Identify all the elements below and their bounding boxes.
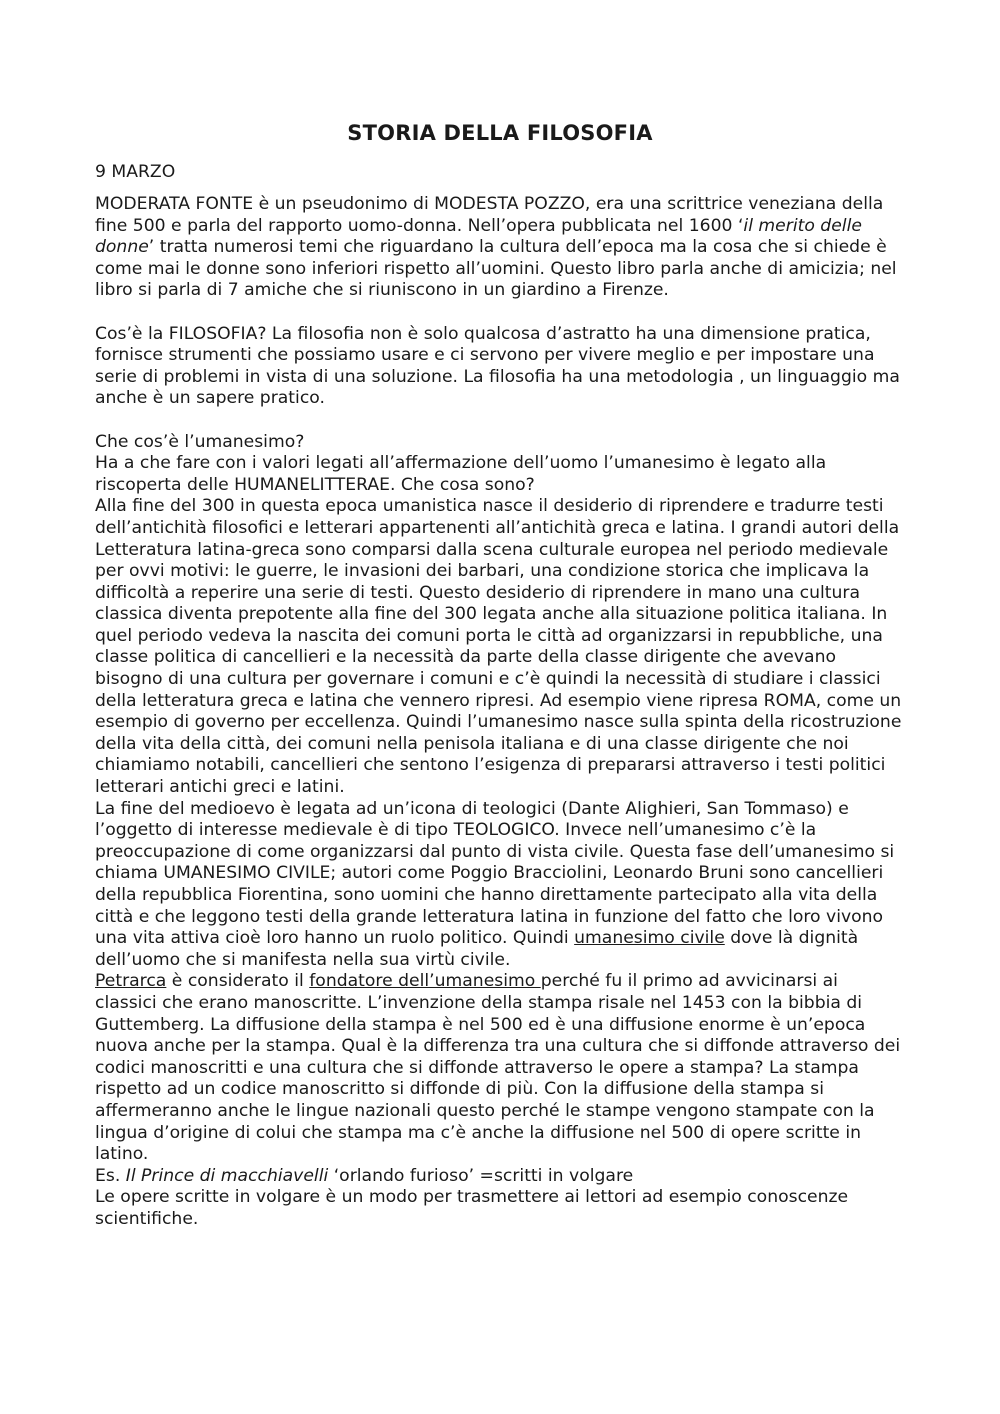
underlined-term: umanesimo civile xyxy=(574,928,725,949)
text-span: ‘orlando furioso’ =scritti in volgare xyxy=(328,1165,634,1186)
text-span: dove là dignità dell’uomo che si manifesta nella sua virtù civile. xyxy=(95,928,859,970)
text-span: La fine del medioevo è legata ad un’icona di teologici (Dante Alighieri, San Tommaso) e l’oggetto di interesse medievale è di tipo TEOLOGICO. Invece nell’umanesimo c’è la preoccupazione di come organizzarsi dal punto di vista civile. Questa fase dell’umanesimo si chiama UMANESIMO CIVILE; autori come Poggio Bracciolini, Leonardo Bruni sono cancellieri della repubblica Fiorentina, sono uomini che hanno direttamente partecipato alla vita della città e che leggono testi della grande letteratura latina in funzione del fatto che loro vivono una vita attiva cioè loro hanno un ruolo politico. Quindi xyxy=(95,798,895,949)
paragraph-moderata-fonte xyxy=(95,194,905,302)
paragraph-humanae-litterae: Ha a che fare con i valori legati all’affermazione dell’uomo l’umanesimo è legato alla riscoperta delle HUMANELITTERAE. Che cosa sono? xyxy=(95,453,827,495)
paragraph-gap xyxy=(95,410,905,432)
document-page xyxy=(95,118,905,1231)
text-span: perché fu il primo ad avvicinarsi ai classici che erano manoscritte. L’invenzione della stampa risale nel 1453 con la bibbia di Guttemberg. La diffusione della stampa è nel 500 ed è una diffusione enorme è un’epoca nuova anche per la stampa. Qual è la differenza tra una cultura che si diffonde attraverso dei codici manoscritti e una cultura che si diffonde attraverso le opere a stampa? La stampa rispetto ad un codice manoscritto si diffonde di più. Con la diffusione della stampa si affermeranno anche le lingue nazionali questo perché le stampe vengono stampate con la lingua d’origine di colui che stampa ma c’è anche la diffusione nel 500 di opere scritte in latino. xyxy=(95,971,901,1165)
underlined-term: fondatore dell’umanesimo xyxy=(309,971,541,992)
paragraph-esempio xyxy=(95,1166,905,1188)
document-date: 9 MARZO xyxy=(95,162,176,182)
paragraph-gap xyxy=(95,302,905,324)
text-span: MODERATA FONTE è un pseudonimo di MODESTA POZZO, era una scrittrice veneziana della fine 500 e parla del rapporto uomo-donna. Nell’opera pubblicata nel 1600 ‘ xyxy=(95,194,884,236)
paragraph-volgare: Le opere scritte in volgare è un modo per trasmettere ai lettori ad esempio conoscenze scientifiche. xyxy=(95,1187,849,1229)
text-span: Es. xyxy=(95,1165,126,1186)
document-title: STORIA DELLA FILOSOFIA xyxy=(347,121,653,145)
text-span: è considerato il xyxy=(166,971,310,992)
paragraph-umanesimo-civile xyxy=(95,799,905,972)
italic-title: Il Prince di macchiavelli xyxy=(125,1165,329,1186)
italic-title: il merito delle donne xyxy=(95,215,862,258)
text-span: ’ tratta numerosi temi che riguardano la cultura dell’epoca ma la cosa che si chiede è come mai le donne sono inferiori rispetto all’uomini. Questo libro parla anche di amicizia; nel libro si parla di 7 amiche che si riuniscono in un giardino a Firenze. xyxy=(95,237,897,301)
paragraph-filosofia: Cos’è la FILOSOFIA? La filosofia non è solo qualcosa d’astratto ha una dimensione pratica, fornisce strumenti che possiamo usare e ci servono per vivere meglio e per impostare una serie di problemi in vista di una soluzione. La filosofia ha una metodologia , un linguaggio ma anche è un sapere pratico. xyxy=(95,323,900,409)
underlined-term: Petrarca xyxy=(95,971,167,992)
paragraph-fine-300: Alla fine del 300 in questa epoca umanistica nasce il desiderio di riprendere e tradurre testi dell’antichità filosofici e letterari appartenenti all’antichità greca e latina. I grandi autori della Letteratura latina-greca sono comparsi dalla scena culturale europea nel periodo medievale per ovvi motivi: le guerre, le invasioni dei barbari, una condizione storica che implicava la difficoltà a reperire una serie di testi. Questo desiderio di riprendere in mano una cultura classica diventa prepotente alla fine del 300 legata anche alla situazione politica italiana. In quel periodo vedeva la nascita dei comuni porta le città ad organizzarsi in repubbliche, una classe politica di cancellieri e la necessità da parte della classe dirigente che avevano bisogno di una cultura per governare i comuni e c’è quindi la necessità di studiare i classici della letteratura greca e latina che vennero ripresi. Ad esempio viene ripresa ROMA, come un esempio di governo per eccellenza. Quindi l’umanesimo nasce sulla spinta della ricostruzione della vita della città, dei comuni nella penisola italiana e di una classe dirigente che noi chiamiamo notabili, cancellieri che sentono l’esigenza di prepararsi attraverso i testi politici letterari antichi greci e latini. xyxy=(95,496,902,798)
paragraph-petrarca xyxy=(95,971,905,1165)
paragraph-umanesimo-question: Che cos’è l’umanesimo? xyxy=(95,431,305,452)
